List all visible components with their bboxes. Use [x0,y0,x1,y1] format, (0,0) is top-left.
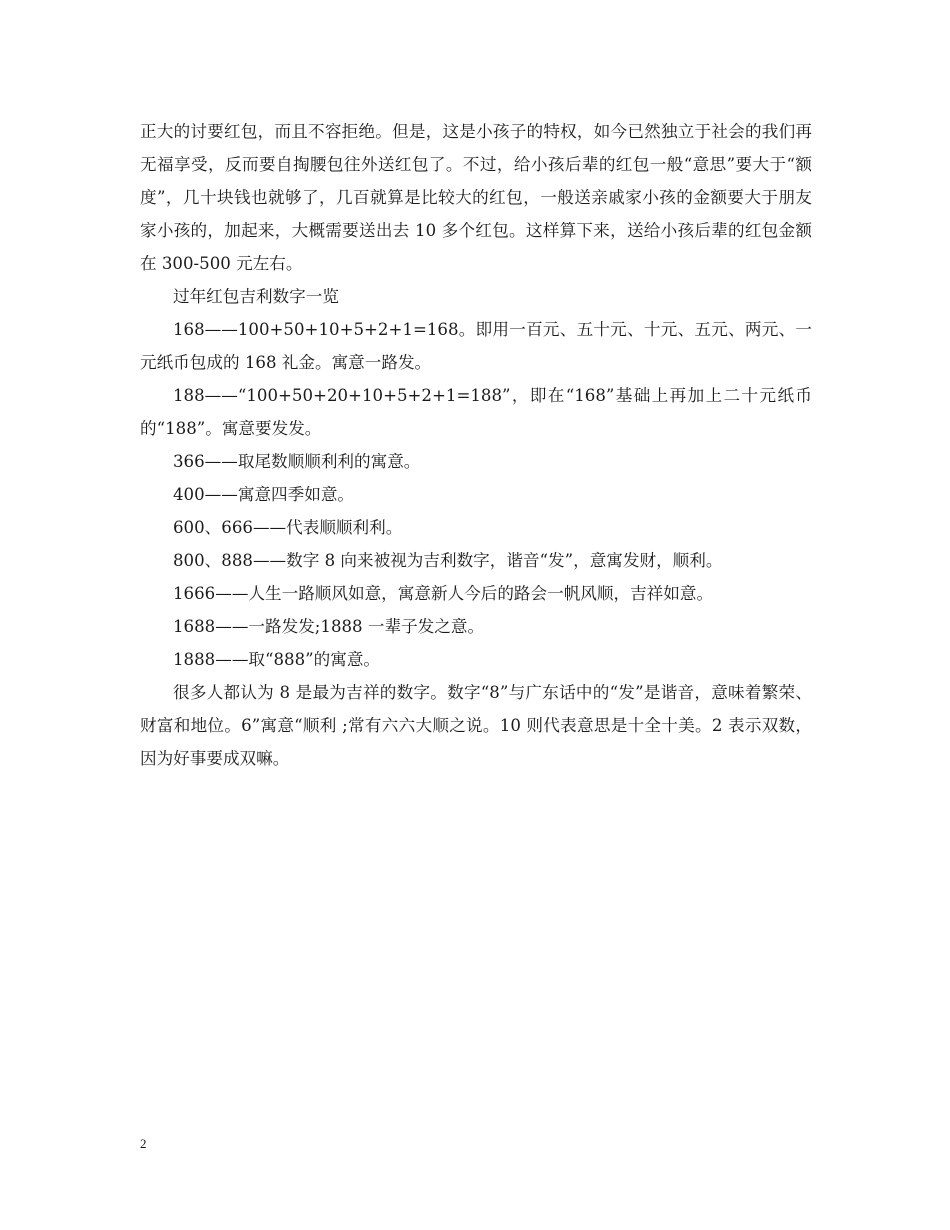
document-body [140,115,812,775]
paragraph-366: 366——取尾数顺顺利利的寓意。 [173,452,421,471]
paragraph-1888: 1888——取“888”的寓意。 [173,650,381,669]
page-number: 2 [140,1136,147,1151]
paragraph-600-666: 600、666——代表顺顺利利。 [173,518,403,537]
paragraph-1666: 1666——人生一路顺风如意，寓意新人今后的路会一帆风顺，吉祥如意。 [173,584,714,603]
paragraph-1688: 1688——一路发发;1888 一辈子发之意。 [173,617,485,636]
paragraph-168: 168——100+50+10+5+2+1=168。即用一百元、五十元、十元、五元、两元、一元纸币包成的 168 礼金。寓意一路发。 [140,320,812,372]
paragraph-conclusion: 很多人都认为 8 是最为吉祥的数字。数字“8”与广东话中的“发”是谐音，意味着繁荣、财富和地位。6”寓意“顺利 ;常有六六大顺之说。10 则代表意思是十全十美。2 表示双数，因为好事要成双嘛。 [140,683,812,768]
paragraph-heading: 过年红包吉利数字一览 [173,287,339,306]
paragraph-400: 400——寓意四季如意。 [173,485,355,504]
paragraph-intro: 正大的讨要红包，而且不容拒绝。但是，这是小孩子的特权，如今已然独立于社会的我们再无福享受，反而要自掏腰包往外送红包了。不过，给小孩后辈的红包一般“意思”要大于“额度”，几十块钱也就够了，几百就算是比较大的红包，一般送亲戚家小孩的金额要大于朋友家小孩的，加起来，大概需要送出去 10 多个红包。这样算下来，送给小孩后辈的红包金额在 300-500 元左右。 [140,122,812,273]
paragraph-188: 188——“100+50+20+10+5+2+1=188”，即在“168”基础上再加上二十元纸币的“188”。寓意要发发。 [140,386,812,438]
paragraph-800-888: 800、888——数字 8 向来被视为吉利数字，谐音“发”，意寓发财，顺利。 [173,551,723,570]
